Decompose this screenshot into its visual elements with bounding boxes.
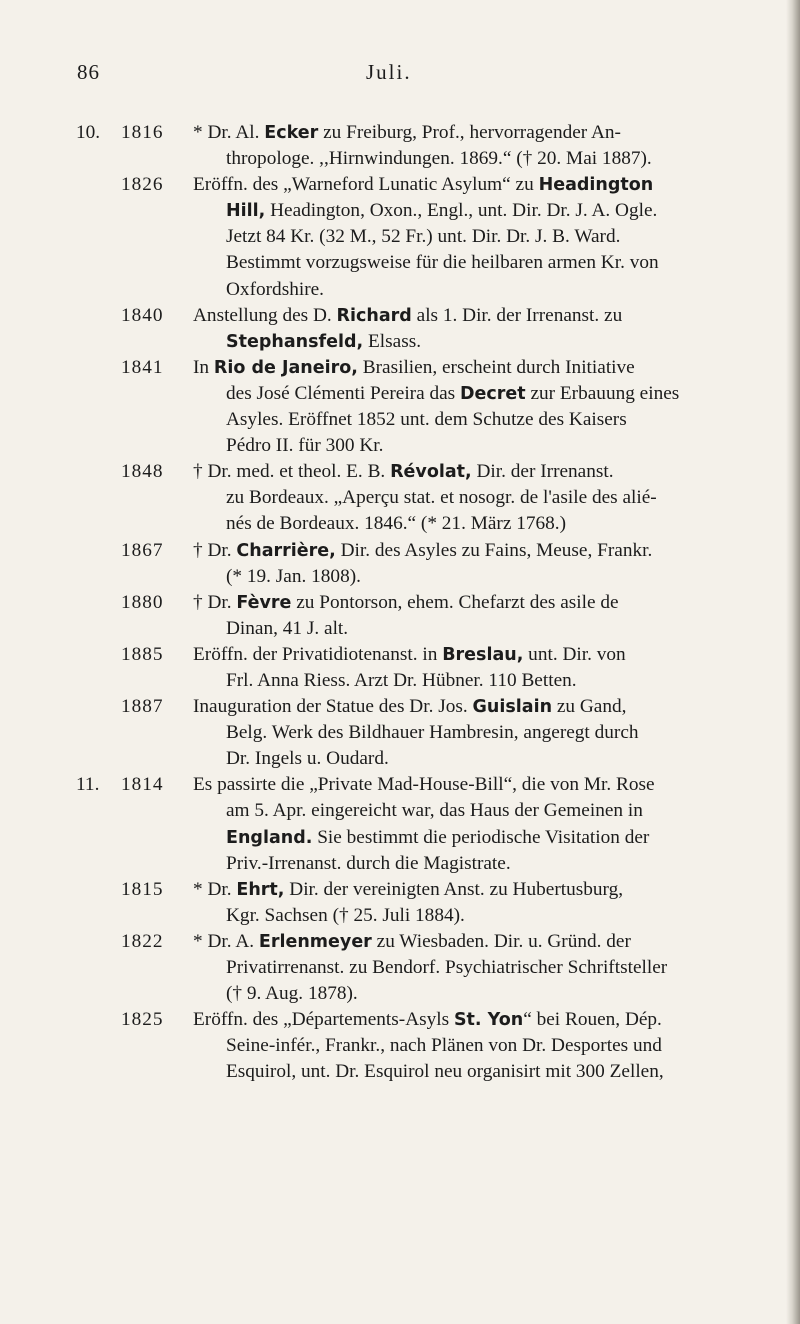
text-line: († 9. Aug. 1878).	[226, 983, 358, 1005]
bold-name: Hill,	[226, 201, 266, 222]
text-line: Priv.-Irrenanst. durch die Magistrate.	[226, 852, 511, 874]
text-line: * Dr. Al. Ecker zu Freiburg, Prof., hervorragender An-	[193, 122, 621, 143]
entry-year: 1825	[121, 1009, 164, 1031]
entry-year: 1816	[121, 122, 164, 143]
chronicle-entry	[76, 590, 776, 642]
text-line: England. Sie bestimmt die periodische Visitation der	[226, 826, 650, 848]
section-number: 10.	[76, 122, 101, 143]
text-line: Dinan, 41 J. alt.	[226, 617, 349, 639]
text-line: Esquirol, unt. Dr. Esquirol neu organisirt mit 300 Zellen,	[226, 1061, 664, 1083]
text-line: Jetzt 84 Kr. (32 M., 52 Fr.) unt. Dir. Dr. J. B. Ward.	[226, 226, 621, 248]
text-line: Oxfordshire.	[226, 278, 324, 300]
bold-name: Fèvre	[236, 592, 292, 613]
text-line: Belg. Werk des Bildhauer Hambresin, angeregt durch	[226, 722, 639, 744]
bold-name: Rio de Janeiro,	[213, 357, 358, 378]
entry-text	[193, 590, 776, 642]
text-line: Kgr. Sachsen († 25. Juli 1884).	[226, 904, 465, 926]
entry-year: 1814	[121, 774, 164, 796]
bold-name: Erlenmeyer	[258, 931, 372, 952]
page-header	[0, 60, 800, 90]
text-line: * Dr. Ehrt, Dir. der vereinigten Anst. zu Hubertusburg,	[193, 878, 624, 900]
bold-name: Richard	[336, 305, 412, 326]
chronicle-entry	[76, 459, 776, 537]
entry-text	[193, 355, 776, 459]
chronicle-entry	[76, 120, 776, 172]
text-line: Eröffn. des „Warneford Lunatic Asylum“ zu Headington	[193, 174, 654, 196]
bold-name: Breslau,	[442, 644, 524, 665]
text-line: zu Bordeaux. „Aperçu stat. et nosogr. de l'asile des alié-	[226, 487, 657, 509]
entry-year: 1822	[121, 930, 164, 952]
text-line: † Dr. Charrière, Dir. des Asyles zu Fains, Meuse, Frankr.	[193, 539, 653, 561]
bold-name: Ehrt,	[236, 879, 285, 900]
entry-text	[193, 929, 776, 1007]
entry-year: 1826	[121, 174, 164, 196]
chronicle-entry	[76, 303, 776, 355]
chronicle-entry	[76, 772, 776, 876]
text-line: Seine-infér., Frankr., nach Plänen von Dr. Desportes und	[226, 1035, 662, 1057]
entry-year: 1840	[121, 304, 164, 326]
text-line: Privatirrenanst. zu Bendorf. Psychiatrischer Schriftsteller	[226, 957, 668, 978]
bold-name: Decret	[460, 383, 526, 404]
entry-text	[193, 459, 776, 537]
bold-name: Révolat,	[390, 462, 472, 483]
text-line: thropologe. ,,Hirnwindungen. 1869.“ († 20. Mai 1887).	[226, 148, 652, 170]
text-line: des José Clémenti Pereira das Decret zur Erbauung eines	[226, 382, 680, 404]
page-edge-shadow	[786, 0, 800, 1324]
entry-text	[193, 694, 776, 772]
text-line: Inauguration der Statue des Dr. Jos. Guislain zu Gand,	[193, 696, 627, 718]
chronicle-entry	[76, 929, 776, 1007]
chronicle-entry	[76, 642, 776, 694]
entry-year: 1885	[121, 643, 164, 665]
bold-name: England.	[226, 827, 313, 848]
text-line: Eröffn. der Privatidiotenanst. in Breslau, unt. Dir. von	[193, 643, 626, 665]
entry-text	[193, 538, 776, 590]
entry-year: 1880	[121, 591, 164, 613]
chronicle-entry	[76, 877, 776, 929]
entry-text	[193, 172, 776, 302]
text-line: Hill, Headington, Oxon., Engl., unt. Dir. Dr. J. A. Ogle.	[226, 200, 658, 222]
text-line: Dr. Ingels u. Oudard.	[226, 748, 389, 770]
entry-year: 1848	[121, 461, 164, 483]
entry-year: 1815	[121, 878, 164, 900]
text-line: am 5. Apr. eingereicht war, das Haus der Gemeinen in	[226, 800, 643, 822]
entry-year: 1841	[121, 356, 164, 378]
bold-name: Charrière,	[236, 540, 336, 561]
text-line: Stephansfeld, Elsass.	[226, 330, 422, 352]
text-line: In Rio de Janeiro, Brasilien, erscheint durch Initiative	[193, 356, 635, 378]
entry-text	[193, 303, 776, 355]
chronicle-entry	[76, 1007, 776, 1085]
section-number: 11.	[76, 774, 100, 796]
text-line: Frl. Anna Riess. Arzt Dr. Hübner. 110 Betten.	[226, 669, 577, 691]
entry-text	[193, 877, 776, 929]
text-line: † Dr. med. et theol. E. B. Révolat, Dir. der Irrenanst.	[193, 461, 614, 483]
text-line: Es passirte die „Private Mad-House-Bill“, die von Mr. Rose	[193, 774, 655, 796]
chronicle-entries	[76, 120, 776, 1085]
text-line: † Dr. Fèvre zu Pontorson, ehem. Chefarzt des asile de	[193, 591, 619, 613]
text-line: Bestimmt vorzugsweise für die heilbaren armen Kr. von	[226, 252, 659, 274]
text-line: Asyles. Eröffnet 1852 unt. dem Schutze des Kaisers	[226, 409, 627, 431]
bold-name: Ecker	[264, 123, 319, 143]
entry-text	[193, 120, 776, 172]
page-number: 86	[77, 60, 100, 84]
text-line: Pédro II. für 300 Kr.	[226, 435, 384, 457]
chronicle-entry	[76, 355, 776, 459]
text-line: nés de Bordeaux. 1846.“ (* 21. März 1768.)	[226, 513, 567, 535]
entry-year: 1887	[121, 696, 164, 718]
bold-name: Headington	[538, 175, 654, 196]
entry-year: 1867	[121, 539, 164, 561]
text-line: * Dr. A. Erlenmeyer zu Wiesbaden. Dir. u. Gründ. der	[193, 930, 631, 952]
chronicle-entry	[76, 538, 776, 590]
chronicle-entry	[76, 694, 776, 772]
entry-text	[193, 1007, 776, 1085]
text-line: Anstellung des D. Richard als 1. Dir. der Irrenanst. zu	[193, 304, 623, 326]
bold-name: Guislain	[472, 697, 553, 718]
entry-text	[193, 772, 776, 876]
chronicle-entry	[76, 172, 776, 302]
entry-text	[193, 642, 776, 694]
bold-name: Stephansfeld,	[226, 331, 364, 352]
bold-name: St. Yon	[453, 1010, 524, 1031]
text-line: (* 19. Jan. 1808).	[226, 565, 361, 587]
text-line: Eröffn. des „Départements-Asyls St. Yon“ bei Rouen, Dép.	[193, 1009, 662, 1031]
running-title: Juli.	[366, 60, 412, 84]
